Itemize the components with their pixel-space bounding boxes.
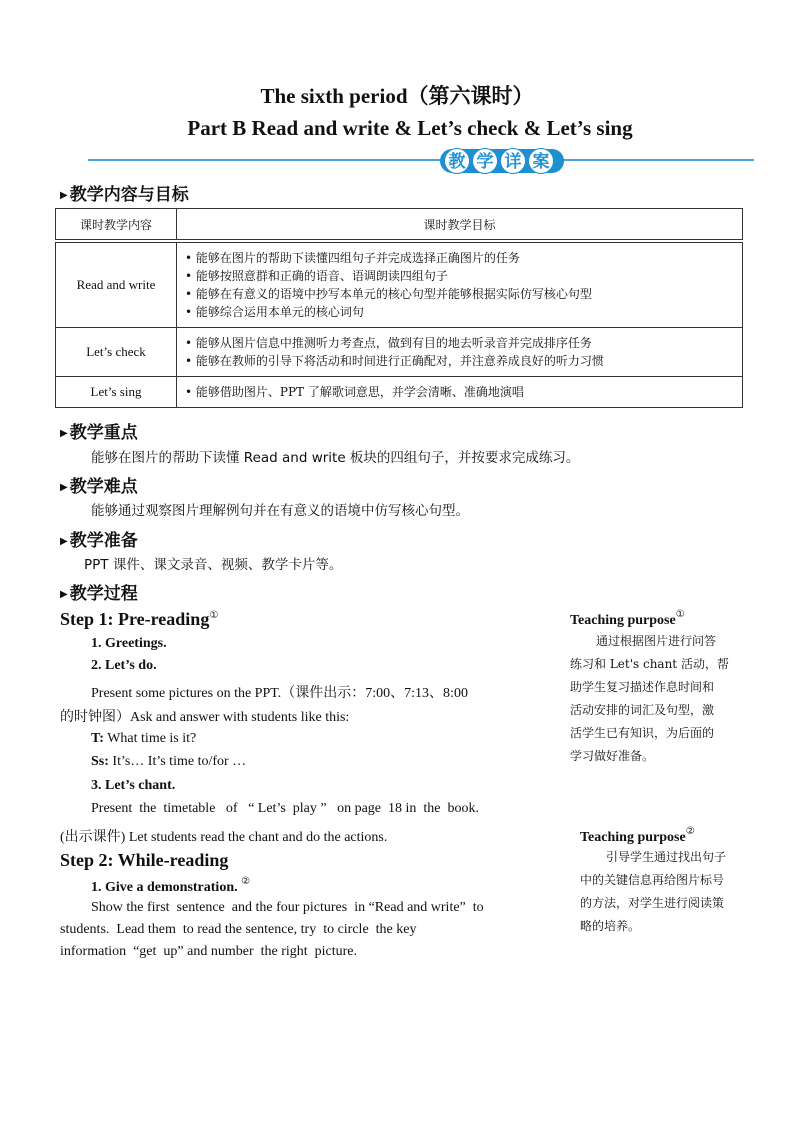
- step-1-heading: Step 1: Pre-reading①: [60, 609, 219, 629]
- page-subtitle: Part B Read and write & Let’s check & Let’s sing: [187, 116, 633, 140]
- step-item: 1. Greetings.: [91, 636, 167, 651]
- footnote-mark: ①: [209, 610, 219, 621]
- table-row: [56, 377, 743, 408]
- step-text: Present the timetable of “ Let’s play ” on page 18 in the book.: [91, 801, 480, 816]
- content-cell: Let’s check: [56, 328, 177, 377]
- table-row: [56, 243, 743, 328]
- goal-item: • 能够在有意义的语境中抄写本单元的核心句型并能够根据实际仿写核心句型: [185, 287, 592, 301]
- step-text: Present some pictures on the PPT.（课件出示：7:00、7:13、8:00: [91, 686, 468, 701]
- objectives-table: [55, 208, 743, 408]
- banner-divider: [88, 159, 754, 161]
- key-points-text: 能够在图片的帮助下读懂 Read and write 板块的四组句子，并按要求完成练习。: [91, 450, 580, 466]
- goal-item: • 能够在教师的引导下将活动和时间进行正确配对，并注意养成良好的听力习惯: [185, 354, 604, 368]
- step-text: 的时钟图）Ask and answer with students like this:: [60, 710, 350, 725]
- goal-item: • 能够借助图片、PPT 了解歌词意思，并学会清晰、准确地演唱: [185, 385, 524, 399]
- footnote-mark: ②: [685, 826, 695, 837]
- content-cell: Read and write: [56, 243, 177, 328]
- triangle-bullet-icon: ▶: [60, 482, 68, 493]
- step-item: 3. Let’s chant.: [91, 778, 176, 793]
- step-item: 2. Let’s do.: [91, 658, 157, 673]
- teaching-purpose-title: Teaching purpose②: [580, 826, 695, 845]
- section-heading-difficulties: ▶ 教学难点: [60, 477, 138, 497]
- step-text: information “get up” and number the right picture.: [60, 944, 358, 959]
- section-heading-key-points: ▶ 教学重点: [60, 423, 138, 443]
- footnote-mark: ①: [675, 609, 685, 620]
- goals-cell: [177, 377, 743, 408]
- banner-char: 案: [528, 148, 554, 174]
- teaching-purpose-text: 通过根据图片进行问答 练习和 Let's chant 活动，帮 助学生复习描述作息时间和 活动安排的词汇及句型，激 活学生已有知识，为后面的 学习做好准备。: [570, 634, 729, 763]
- section-banner: [88, 147, 754, 175]
- step-text: (出示课件) Let students read the chant and do the actions.: [60, 830, 388, 845]
- goals-cell: [177, 328, 743, 377]
- triangle-bullet-icon: ▶: [60, 589, 68, 600]
- step-2-heading: Step 2: While-reading: [60, 850, 229, 870]
- page-title: The sixth period（第六课时）: [260, 84, 534, 108]
- footnote-mark: ②: [241, 876, 251, 887]
- step-text: Show the first sentence and the four pictures in “Read and write” to: [91, 900, 484, 915]
- goals-cell: [177, 243, 743, 328]
- banner-char: 详: [500, 148, 526, 174]
- difficulties-text: 能够通过观察图片理解例句并在有意义的语境中仿写核心句型。: [91, 503, 469, 519]
- table-header: 课时教学内容: [56, 209, 177, 240]
- section-heading-preparation: ▶ 教学准备: [60, 531, 138, 551]
- goal-item: • 能够在图片的帮助下读懂四组句子并完成选择正确图片的任务: [185, 251, 520, 265]
- triangle-bullet-icon: ▶: [60, 428, 68, 439]
- dialogue-line: Ss: It’s… It’s time to/for …: [91, 754, 247, 769]
- goal-item: • 能够从图片信息中推测听力考查点，做到有目的地去听录音并完成排序任务: [185, 336, 592, 350]
- step-item: 1. Give a demonstration. ②: [91, 876, 251, 895]
- table-header: 课时教学目标: [177, 209, 743, 240]
- table-row: [56, 328, 743, 377]
- triangle-bullet-icon: ▶: [60, 190, 68, 201]
- banner-char: 教: [444, 148, 470, 174]
- dialogue-line: T: What time is it?: [91, 731, 197, 746]
- teaching-purpose-text: 引导学生通过找出句子 中的关键信息再给图片标号 的方法，对学生进行阅读策 略的培养。: [580, 850, 727, 933]
- step-text: students. Lead them to read the sentence, try to circle the key: [60, 922, 417, 937]
- section-heading-process: ▶ 教学过程: [60, 584, 138, 604]
- section-heading-content-goals: ▶ 教学内容与目标: [60, 185, 189, 205]
- goal-item: • 能够按照意群和正确的语音、语调朗读四组句子: [185, 269, 448, 283]
- banner-char: 学: [472, 148, 498, 174]
- teaching-purpose-title: Teaching purpose①: [570, 609, 685, 628]
- goal-item: • 能够综合运用本单元的核心词句: [185, 305, 364, 319]
- preparation-text: PPT 课件、课文录音、视频、教学卡片等。: [84, 557, 343, 573]
- triangle-bullet-icon: ▶: [60, 536, 68, 547]
- content-cell: Let’s sing: [56, 377, 177, 408]
